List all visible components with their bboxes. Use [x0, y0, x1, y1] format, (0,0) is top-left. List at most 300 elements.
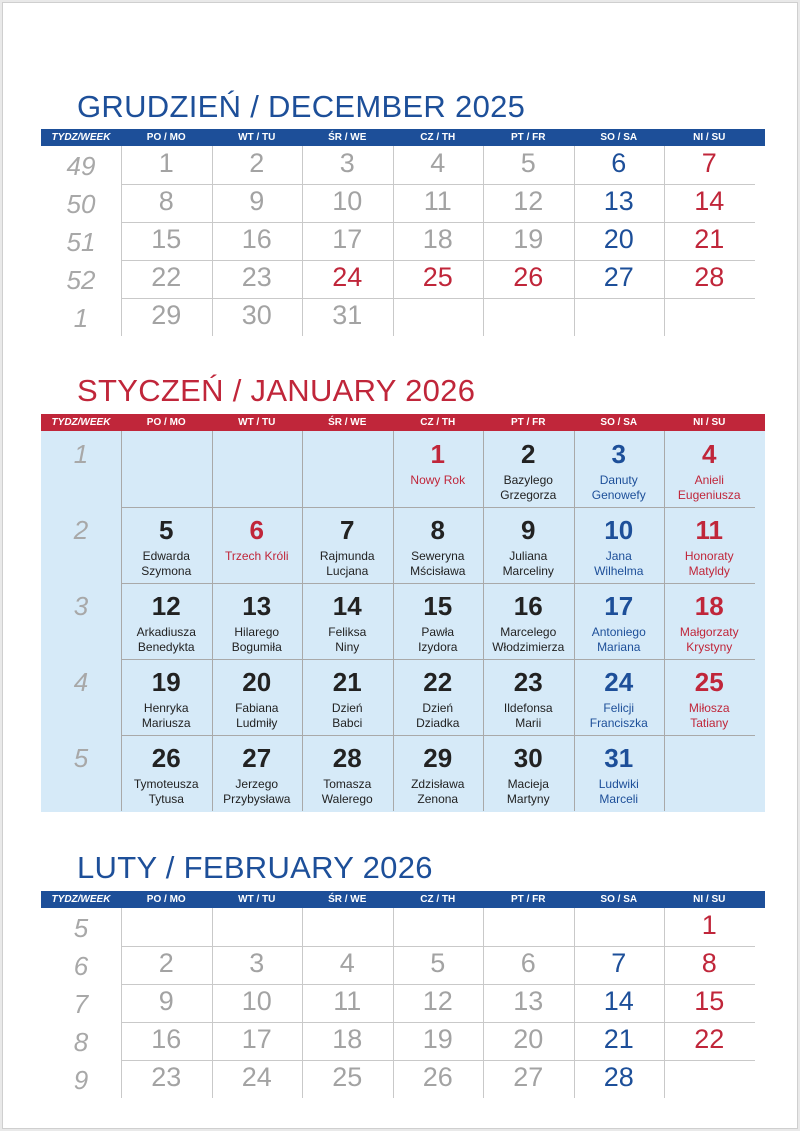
- name-day: [302, 549, 393, 579]
- day-number: 16: [513, 591, 543, 621]
- day-number: 19: [151, 667, 181, 697]
- day-cell: [393, 507, 484, 583]
- day-number: 15: [694, 986, 725, 1016]
- day-number: 10: [604, 515, 634, 545]
- day-cell: [393, 298, 484, 336]
- day-cell: [212, 946, 303, 984]
- day-number: 18: [694, 591, 724, 621]
- name-day-line: Feliksa: [328, 625, 367, 639]
- day-number: 25: [422, 262, 453, 292]
- day-cell: [483, 1022, 574, 1060]
- header-tue: WT / TU: [238, 417, 276, 428]
- header-fri: PT / FR: [511, 894, 546, 905]
- name-day: [121, 777, 212, 807]
- day-cell: [121, 184, 212, 222]
- header-mon: PO / MO: [146, 894, 186, 905]
- day-cell: [664, 222, 755, 260]
- day-number: 8: [701, 948, 717, 978]
- day-number: 12: [151, 591, 181, 621]
- day-number: 13: [603, 186, 634, 216]
- name-day: [574, 701, 665, 731]
- header-week: TYDZ/WEEK: [51, 894, 111, 905]
- day-number: 30: [513, 743, 543, 773]
- day-cell: [483, 146, 574, 184]
- week-number: 1: [73, 303, 89, 333]
- day-number: 5: [430, 948, 446, 978]
- day-number: 25: [332, 1062, 363, 1092]
- day-cell: [393, 1060, 484, 1098]
- day-number: 29: [151, 300, 182, 330]
- week-number: 52: [66, 265, 96, 295]
- day-cell: [574, 583, 665, 659]
- day-cell: [302, 908, 393, 946]
- day-cell: [302, 507, 393, 583]
- day-number: 2: [249, 148, 265, 178]
- day-number: 27: [513, 1062, 544, 1092]
- day-number: [574, 908, 665, 912]
- day-cell: [574, 260, 665, 298]
- day-number: 27: [242, 743, 272, 773]
- name-day-line: Trzech Króli: [224, 549, 289, 563]
- day-cell: [302, 184, 393, 222]
- week-number: 5: [73, 913, 89, 943]
- name-day-line: Szymona: [141, 564, 192, 578]
- day-cell: [574, 908, 665, 946]
- month-title-february: LUTY / FEBRUARY 2026: [77, 850, 433, 885]
- day-cell: [664, 946, 755, 984]
- header-fri: PT / FR: [511, 132, 546, 143]
- day-number: [393, 298, 484, 302]
- name-day-line: Pawła: [421, 625, 455, 639]
- name-day-line: Arkadiusza: [136, 625, 196, 639]
- day-number: [483, 298, 574, 302]
- name-day: [483, 625, 574, 655]
- week-number: 4: [73, 667, 89, 697]
- day-number: 1: [430, 439, 445, 469]
- name-day-line: Marceliny: [502, 564, 554, 578]
- day-cell: [574, 184, 665, 222]
- week-number: 5: [73, 743, 89, 773]
- day-number: 27: [603, 262, 634, 292]
- day-number: 24: [332, 262, 363, 292]
- day-number: 17: [604, 591, 634, 621]
- day-cell: [302, 946, 393, 984]
- day-number: 26: [422, 1062, 453, 1092]
- day-cell: [483, 583, 574, 659]
- day-cell: [212, 583, 303, 659]
- week-row: [41, 1060, 765, 1098]
- day-number: [212, 431, 303, 441]
- week-number: 9: [73, 1065, 89, 1095]
- day-cell: [664, 507, 755, 583]
- day-cell: [212, 507, 303, 583]
- name-day-line: Ildefonsa: [503, 701, 553, 715]
- name-day-line: Lucjana: [326, 564, 369, 578]
- day-number: 9: [521, 515, 536, 545]
- week-row: [41, 946, 765, 984]
- name-day-line: Dzień: [422, 701, 454, 715]
- header-sat: SO / SA: [600, 417, 638, 428]
- day-cell: [483, 298, 574, 336]
- day-number: 7: [611, 948, 627, 978]
- day-cell: [574, 1022, 665, 1060]
- month-grid-december: [41, 146, 765, 336]
- day-number: 5: [520, 148, 536, 178]
- name-day: [393, 549, 484, 579]
- week-row: [41, 1022, 765, 1060]
- day-number: 8: [430, 515, 445, 545]
- name-day: [483, 473, 574, 503]
- day-cell: [302, 583, 393, 659]
- day-cell: [483, 659, 574, 735]
- day-number: 12: [422, 986, 453, 1016]
- day-number: 19: [513, 224, 544, 254]
- day-cell: [121, 984, 212, 1022]
- day-number: 20: [242, 667, 272, 697]
- name-day: [393, 777, 484, 807]
- day-number: 28: [332, 743, 362, 773]
- name-day-line: Hilarego: [234, 625, 280, 639]
- name-day-line: Wilhelma: [594, 564, 644, 578]
- day-cell: [483, 1060, 574, 1098]
- day-cell: [121, 946, 212, 984]
- day-cell: [393, 984, 484, 1022]
- name-day-line: Edwarda: [142, 549, 190, 563]
- day-number: 29: [423, 743, 453, 773]
- day-number: 6: [520, 948, 536, 978]
- name-day-line: Babci: [332, 716, 363, 730]
- day-cell: [121, 298, 212, 336]
- name-day-line: Genowefy: [591, 488, 646, 502]
- day-number: [121, 908, 212, 912]
- day-number: 24: [604, 667, 634, 697]
- month-grid-january: [41, 431, 765, 812]
- week-row: [41, 260, 765, 298]
- name-day-line: Grzegorza: [500, 488, 557, 502]
- day-number: 18: [422, 224, 453, 254]
- day-number: [302, 908, 393, 912]
- name-day-line: Bogumiła: [231, 640, 282, 654]
- day-cell: [664, 146, 755, 184]
- day-cell: [212, 146, 303, 184]
- day-cell: [212, 735, 303, 811]
- week-row: [41, 146, 765, 184]
- name-day: [483, 701, 574, 731]
- day-cell: [664, 659, 755, 735]
- day-number: 21: [332, 667, 362, 697]
- week-number: 2: [73, 515, 89, 545]
- day-number: 4: [339, 948, 355, 978]
- day-number: 8: [158, 186, 174, 216]
- name-day-line: Marii: [515, 716, 542, 730]
- header-week: TYDZ/WEEK: [51, 132, 111, 143]
- day-number: [664, 735, 755, 745]
- day-cell: [483, 431, 574, 507]
- name-day-line: Matyldy: [688, 564, 730, 578]
- header-sat: SO / SA: [600, 894, 638, 905]
- day-number: 26: [513, 262, 544, 292]
- month-grid-february: [41, 908, 765, 1098]
- day-number: 6: [249, 515, 264, 545]
- day-number: 31: [604, 743, 634, 773]
- day-number: [664, 298, 755, 302]
- day-cell: [212, 984, 303, 1022]
- day-cell: [664, 1022, 755, 1060]
- day-number: 14: [603, 986, 634, 1016]
- week-row: [41, 184, 765, 222]
- name-day-line: Włodzimierza: [492, 640, 565, 654]
- day-number: 22: [151, 262, 182, 292]
- week-row: [41, 431, 765, 507]
- day-cell: [393, 222, 484, 260]
- day-number: 14: [332, 591, 362, 621]
- name-day-line: Seweryna: [411, 549, 465, 563]
- day-cell: [121, 735, 212, 811]
- name-day-line: Fabiana: [235, 701, 279, 715]
- header-tue: WT / TU: [238, 132, 276, 143]
- header-thu: CZ / TH: [420, 132, 456, 143]
- day-cell: [121, 1022, 212, 1060]
- name-day: [212, 777, 303, 807]
- name-day-line: Danuty: [599, 473, 638, 487]
- name-day: [664, 701, 755, 731]
- name-day: [483, 777, 574, 807]
- name-day-line: Honoraty: [684, 549, 734, 563]
- header-thu: CZ / TH: [420, 894, 456, 905]
- day-number: 7: [701, 148, 717, 178]
- week-row: [41, 908, 765, 946]
- day-number: 15: [423, 591, 453, 621]
- name-day-line: Mariusza: [141, 716, 191, 730]
- name-day-line: Martyny: [506, 792, 550, 806]
- name-day: [393, 473, 484, 488]
- name-day-line: Walerego: [321, 792, 373, 806]
- day-cell: [302, 222, 393, 260]
- day-cell: [121, 908, 212, 946]
- day-cell: [121, 1060, 212, 1098]
- month-title-december: GRUDZIEŃ / DECEMBER 2025: [77, 89, 526, 124]
- day-cell: [664, 984, 755, 1022]
- week-number: 49: [66, 151, 96, 181]
- name-day-line: Antoniego: [591, 625, 646, 639]
- week-header-december: [41, 129, 765, 146]
- name-day: [393, 625, 484, 655]
- name-day-line: Miłosza: [688, 701, 730, 715]
- name-day-line: Ludmiły: [236, 716, 278, 730]
- name-day: [664, 549, 755, 579]
- day-number: [212, 908, 303, 912]
- day-cell: [121, 431, 212, 507]
- day-cell: [664, 184, 755, 222]
- day-number: 16: [241, 224, 272, 254]
- name-day: [393, 701, 484, 731]
- day-number: 10: [332, 186, 363, 216]
- name-day-line: Felicji: [603, 701, 635, 715]
- day-cell: [302, 735, 393, 811]
- day-cell: [212, 659, 303, 735]
- day-cell: [483, 735, 574, 811]
- day-cell: [302, 1060, 393, 1098]
- day-cell: [121, 507, 212, 583]
- week-number: 51: [66, 227, 96, 257]
- header-mon: PO / MO: [146, 417, 186, 428]
- day-number: 3: [611, 439, 626, 469]
- name-day: [302, 777, 393, 807]
- day-cell: [212, 431, 303, 507]
- day-cell: [302, 1022, 393, 1060]
- day-number: 20: [603, 224, 634, 254]
- name-day-line: Mariana: [597, 640, 641, 654]
- week-number: 6: [73, 951, 89, 981]
- name-day: [212, 625, 303, 655]
- name-day-line: Tatiany: [690, 716, 729, 730]
- name-day: [121, 625, 212, 655]
- name-day-line: Zenona: [417, 792, 459, 806]
- day-cell: [121, 583, 212, 659]
- week-row: [41, 984, 765, 1022]
- day-number: 4: [702, 439, 717, 469]
- day-number: 3: [339, 148, 355, 178]
- day-number: 28: [694, 262, 725, 292]
- day-cell: [483, 946, 574, 984]
- header-mon: PO / MO: [146, 132, 186, 143]
- header-sun: NI / SU: [693, 894, 726, 905]
- name-day: [302, 701, 393, 731]
- week-number: 3: [73, 591, 89, 621]
- day-cell: [483, 222, 574, 260]
- day-cell: [212, 184, 303, 222]
- day-number: 6: [611, 148, 627, 178]
- day-cell: [393, 1022, 484, 1060]
- name-day-line: Marceli: [599, 792, 639, 806]
- header-sun: NI / SU: [693, 132, 726, 143]
- week-row: [41, 222, 765, 260]
- name-day-line: Macieja: [507, 777, 549, 791]
- day-cell: [483, 984, 574, 1022]
- day-number: 18: [332, 1024, 363, 1054]
- name-day-line: Tytusa: [148, 792, 184, 806]
- day-cell: [574, 298, 665, 336]
- day-number: [574, 298, 665, 302]
- name-day-line: Krystyny: [686, 640, 733, 654]
- day-cell: [121, 659, 212, 735]
- day-cell: [302, 659, 393, 735]
- name-day-line: Tomasza: [323, 777, 372, 791]
- week-number: 7: [73, 989, 89, 1019]
- header-fri: PT / FR: [511, 417, 546, 428]
- day-cell: [393, 946, 484, 984]
- day-number: 21: [603, 1024, 634, 1054]
- name-day-line: Tymoteusza: [133, 777, 199, 791]
- name-day-line: Mścisława: [410, 564, 466, 578]
- day-cell: [574, 222, 665, 260]
- name-day-line: Rajmunda: [319, 549, 375, 563]
- week-header-february: [41, 891, 765, 908]
- day-cell: [212, 260, 303, 298]
- day-cell: [664, 735, 755, 811]
- month-title-january: STYCZEŃ / JANUARY 2026: [77, 373, 476, 408]
- name-day: [574, 549, 665, 579]
- day-cell: [574, 1060, 665, 1098]
- name-day-line: Izydora: [418, 640, 458, 654]
- week-header-january: [41, 414, 765, 431]
- name-day-line: Ludwiki: [598, 777, 639, 791]
- name-day: [664, 625, 755, 655]
- day-number: 5: [159, 515, 174, 545]
- day-cell: [121, 260, 212, 298]
- day-number: 31: [332, 300, 363, 330]
- day-cell: [393, 908, 484, 946]
- day-number: 17: [332, 224, 363, 254]
- day-number: 11: [333, 986, 362, 1016]
- day-number: [483, 908, 574, 912]
- day-cell: [393, 735, 484, 811]
- name-day-line: Bazylego: [503, 473, 553, 487]
- day-cell: [483, 507, 574, 583]
- day-cell: [302, 984, 393, 1022]
- day-cell: [574, 507, 665, 583]
- day-cell: [212, 222, 303, 260]
- week-row: [41, 298, 765, 336]
- day-number: 24: [241, 1062, 272, 1092]
- day-cell: [393, 583, 484, 659]
- day-number: 9: [249, 186, 265, 216]
- name-day-line: Henryka: [143, 701, 189, 715]
- day-number: 10: [241, 986, 272, 1016]
- day-number: 21: [694, 224, 725, 254]
- day-cell: [574, 659, 665, 735]
- day-number: 23: [241, 262, 272, 292]
- name-day-line: Franciszka: [589, 716, 648, 730]
- day-cell: [574, 146, 665, 184]
- name-day-line: Benedykta: [137, 640, 195, 654]
- name-day: [664, 473, 755, 503]
- day-number: [121, 431, 212, 441]
- day-cell: [121, 146, 212, 184]
- name-day-line: Jana: [605, 549, 632, 563]
- day-number: 12: [513, 186, 544, 216]
- day-number: [393, 908, 484, 912]
- day-number: 3: [249, 948, 265, 978]
- day-number: 22: [423, 667, 453, 697]
- name-day-line: Zdzisława: [411, 777, 465, 791]
- name-day: [121, 549, 212, 579]
- name-day-line: Juliana: [509, 549, 548, 563]
- day-number: 25: [694, 667, 724, 697]
- day-cell: [664, 298, 755, 336]
- day-cell: [574, 431, 665, 507]
- day-number: 7: [340, 515, 355, 545]
- week-number: 8: [73, 1027, 89, 1057]
- day-number: 9: [158, 986, 174, 1016]
- day-number: 1: [158, 148, 174, 178]
- name-day: [212, 549, 303, 564]
- day-number: 17: [241, 1024, 272, 1054]
- day-number: 28: [603, 1062, 634, 1092]
- day-cell: [664, 260, 755, 298]
- day-number: 23: [513, 667, 543, 697]
- day-cell: [212, 1060, 303, 1098]
- day-cell: [574, 984, 665, 1022]
- day-cell: [212, 908, 303, 946]
- day-number: 19: [422, 1024, 453, 1054]
- header-sat: SO / SA: [600, 132, 638, 143]
- week-number: 50: [66, 189, 96, 219]
- day-number: 11: [423, 186, 452, 216]
- day-cell: [393, 146, 484, 184]
- header-wed: ŚR / WE: [328, 894, 367, 905]
- week-row: [41, 659, 765, 735]
